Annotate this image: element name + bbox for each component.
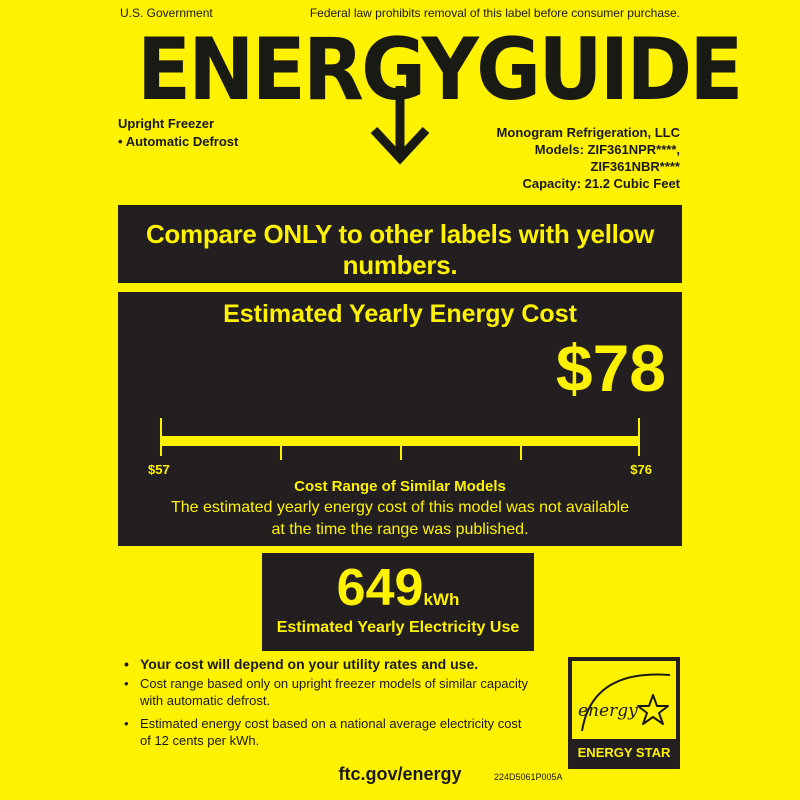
energy-star-logo bbox=[568, 657, 680, 769]
product-info bbox=[118, 115, 238, 151]
manufacturer-info bbox=[497, 124, 680, 192]
range-max: $76 bbox=[630, 462, 652, 477]
models-line-1: Models: ZIF361NPR****, bbox=[534, 142, 680, 157]
manufacturer-name: Monogram Refrigeration, LLC bbox=[496, 125, 680, 140]
cost-value: $78 bbox=[555, 331, 666, 405]
note-line: with automatic defrost. bbox=[140, 693, 271, 708]
note-item bbox=[124, 656, 554, 673]
note-item bbox=[124, 715, 554, 749]
electricity-unit: kWh bbox=[423, 590, 460, 609]
range-note bbox=[118, 497, 682, 541]
note-line: Estimated energy cost based on a national average electricity cost bbox=[140, 716, 522, 731]
bullet: • bbox=[124, 656, 129, 672]
government-text: U.S. Government bbox=[120, 6, 213, 20]
bullet: • bbox=[124, 716, 129, 731]
notes-list bbox=[124, 656, 554, 749]
note-text bbox=[140, 715, 522, 749]
range-tick-quarter bbox=[280, 446, 282, 460]
cost-title: Estimated Yearly Energy Cost bbox=[223, 300, 577, 328]
range-note-line-1: The estimated yearly energy cost of this model was not available bbox=[170, 499, 629, 516]
range-note-line-2: at the time the range was published. bbox=[271, 521, 529, 538]
capacity: Capacity: 21.2 Cubic Feet bbox=[522, 176, 680, 191]
compare-headline: Compare ONLY to other labels with yellow numbers. bbox=[145, 219, 655, 280]
electricity-value-row bbox=[262, 553, 534, 615]
energyguide-title: ENERGYGUIDE bbox=[136, 20, 741, 120]
models-line-2: ZIF361NBR**** bbox=[590, 159, 680, 174]
note-item bbox=[124, 675, 554, 709]
range-title: Cost Range of Similar Models bbox=[294, 478, 506, 495]
label-code: 224D5061P005A bbox=[494, 772, 563, 782]
down-arrow-icon bbox=[368, 84, 432, 175]
range-tick-half bbox=[400, 446, 402, 460]
electricity-box bbox=[262, 553, 534, 651]
removal-notice: Federal law prohibits removal of this label before consumer purchase. bbox=[309, 6, 680, 20]
note-text bbox=[140, 675, 528, 709]
energy-star-script: energy bbox=[578, 701, 638, 721]
product-feature-text: Automatic Defrost bbox=[125, 134, 239, 149]
note-line: of 12 cents per kWh. bbox=[140, 733, 260, 748]
electricity-value: 649 bbox=[336, 559, 424, 617]
cost-range-bar bbox=[160, 436, 640, 446]
cost-box bbox=[118, 292, 682, 546]
ftc-link[interactable]: ftc.gov/energy bbox=[338, 764, 462, 784]
range-tick-three-quarter bbox=[520, 446, 522, 460]
product-type: Upright Freezer bbox=[118, 116, 215, 131]
star-icon bbox=[636, 693, 670, 727]
electricity-label: Estimated Yearly Electricity Use bbox=[276, 619, 520, 636]
product-feature: • Automatic Defrost bbox=[118, 134, 239, 149]
note-text: Your cost will depend on your utility rates and use. bbox=[140, 656, 479, 672]
range-tick-end bbox=[638, 418, 640, 456]
compare-box bbox=[118, 205, 682, 283]
energy-star-panel bbox=[572, 661, 676, 739]
range-min: $57 bbox=[148, 462, 170, 477]
note-line: Cost range based only on upright freezer models of similar capacity bbox=[140, 676, 529, 691]
bullet: • bbox=[124, 676, 129, 691]
range-tick-start bbox=[160, 418, 162, 456]
energy-star-label: ENERGY STAR bbox=[577, 745, 671, 760]
